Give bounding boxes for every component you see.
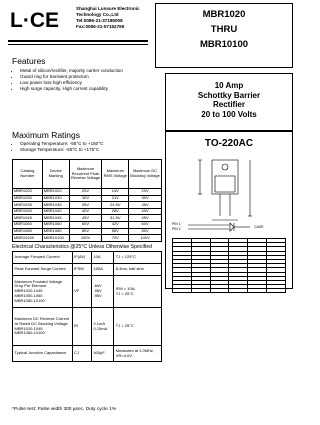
- value-cell: 400pF: [91, 346, 113, 362]
- cell: MBR1045: [13, 215, 43, 222]
- company-name-2: Technology Co.,Ltd: [76, 12, 119, 17]
- elec-title: Electrical Characteristics @25°C Unless Otherwise Specified: [12, 244, 152, 250]
- cell: MBR1040: [13, 208, 43, 215]
- dimension-table: [172, 238, 286, 293]
- value-cell: 0.1mA 0.15mA: [91, 308, 113, 346]
- feature-item: • Metal of silicon/rectifier, majority carrier conduction: [20, 68, 170, 74]
- cell: MBR1030: [42, 195, 69, 202]
- description-box: [165, 73, 293, 131]
- table-row: [13, 195, 162, 202]
- package-box: [165, 131, 293, 289]
- cell: MBR1020: [42, 189, 69, 196]
- param-cell: Maximum DC Reverse Current At Rated DC Blocking Voltage MBR1020-1045 MBR1060-10100: [13, 308, 73, 346]
- cell: MBR10100: [42, 235, 69, 242]
- table-row: [13, 346, 162, 362]
- cell: MBR1035: [13, 202, 43, 209]
- col-header: Device Marking: [42, 160, 69, 189]
- col-header: Maximum DC Blocking Voltage: [129, 160, 162, 189]
- case-label: CASE: [254, 225, 264, 229]
- symbol-cell: IF(AV): [72, 252, 91, 264]
- cell: 60V: [69, 221, 102, 228]
- mounting-hole-shape: [222, 164, 228, 170]
- logo-text: L·CE: [10, 9, 59, 32]
- param-cell: Maximum Forward Voltage Drop Per Element MBR1020-1045 MBR1050-1060 MBR1080-10100: [13, 276, 73, 308]
- cell: MBR1045: [42, 215, 69, 222]
- footnote: *Pulse test: Pulse width 300 µsec, Duty cycle 1%: [12, 407, 117, 412]
- cell: 100V: [69, 235, 102, 242]
- cell: 40V: [69, 208, 102, 215]
- condition-cell: TJ = 25°C: [114, 308, 162, 346]
- condition-cell: TJ = 125°C: [114, 252, 162, 264]
- cell: 56V: [102, 228, 129, 235]
- features-title: Features: [12, 56, 46, 66]
- company-tel: Tel:0086-21-37185008: [76, 18, 123, 23]
- cell: MBR1030: [13, 195, 43, 202]
- rating-item: • Storage Temperature: -55°C to +175°C: [20, 147, 170, 153]
- table-row: [13, 308, 162, 346]
- cell: 45V: [69, 215, 102, 222]
- param-cell: Average Forward Current: [13, 252, 73, 264]
- desc-line: Rectifier: [212, 100, 245, 109]
- part-number-line1: MBR1020: [202, 9, 246, 20]
- pin2-label: PIN 2: [172, 227, 181, 231]
- header-divider: [8, 40, 148, 42]
- col-header: Maximum RMS Voltage: [102, 160, 129, 189]
- cell: MBR1080: [13, 228, 43, 235]
- feature-item: • High surge capacity, High current capability: [20, 86, 170, 92]
- cell: MBR1020: [13, 189, 43, 196]
- condition-cell: IFM = 10A; TJ = 25°C: [114, 276, 162, 308]
- cell: 30V: [69, 195, 102, 202]
- cell: 80V: [129, 228, 162, 235]
- col-header: Maximum Recurrent Peak Reverse Voltage: [69, 160, 102, 189]
- rating-item: • Operating Temperature: -55°C to +150°C: [20, 141, 170, 147]
- cell: MBR1060: [13, 221, 43, 228]
- feature-item: • Guard ring for transient protection: [20, 74, 170, 80]
- cell: 42V: [102, 221, 129, 228]
- part-number-line3: MBR10100: [199, 39, 249, 50]
- cell: MBR1035: [42, 202, 69, 209]
- cell: 80V: [69, 228, 102, 235]
- table-header-row: [13, 160, 162, 189]
- table-row: [13, 235, 162, 242]
- symbol-cell: IR: [72, 308, 91, 346]
- cell: 40V: [129, 208, 162, 215]
- cell: MBR1080: [42, 228, 69, 235]
- pin1-label: PIN 1: [172, 222, 181, 226]
- cell: 21V: [102, 195, 129, 202]
- cell: MBR1060: [42, 221, 69, 228]
- cell: 14V: [102, 189, 129, 196]
- cell: 45V: [129, 215, 162, 222]
- company-logo: [10, 7, 68, 33]
- company-name: Shanghai Lunsure Electronic: [76, 6, 140, 11]
- value-cell: .84V .95V .95V: [91, 276, 113, 308]
- cell: 20V: [69, 189, 102, 196]
- desc-line: 20 to 100 Volts: [201, 109, 257, 119]
- cell: 70V: [102, 235, 129, 242]
- cell: MBR1040: [42, 208, 69, 215]
- symbol-cell: VF: [72, 276, 91, 308]
- value-cell: 150A: [91, 264, 113, 276]
- value-cell: 10A: [91, 252, 113, 264]
- cell: 24.5V: [102, 202, 129, 209]
- desc-line: 10 Amp: [214, 81, 244, 90]
- company-info: [76, 6, 156, 30]
- col-header: Catalog Number: [13, 160, 43, 189]
- param-cell: Typical Junction Capacitance: [13, 346, 73, 362]
- cell: 20V: [129, 189, 162, 196]
- max-ratings-table: [12, 159, 162, 242]
- company-fax: Fax:0086-21-57152769: [76, 24, 125, 29]
- features-list: [12, 68, 170, 92]
- cell: 100V: [129, 235, 162, 242]
- condition-cell: Measured at 1.0MHz, VR=4.0V: [114, 346, 162, 362]
- table-row: [13, 252, 162, 264]
- symbol-cell: CJ: [72, 346, 91, 362]
- package-die-shape: [215, 176, 235, 192]
- table-row: [13, 264, 162, 276]
- part-number-box: [155, 3, 293, 68]
- condition-cell: 8.3ms, half sine: [114, 264, 162, 276]
- feature-item: • Low power loss high efficiency: [20, 80, 170, 86]
- header-divider-thin: [8, 44, 148, 45]
- cell: 35V: [69, 202, 102, 209]
- electrical-table: [12, 251, 162, 362]
- max-ratings-list: [12, 141, 170, 153]
- cell: 28V: [102, 208, 129, 215]
- cell: 30V: [129, 195, 162, 202]
- table-row: [13, 208, 162, 215]
- table-row: [13, 228, 162, 235]
- max-ratings-title: Maximum Ratings: [12, 130, 81, 140]
- package-title: TO-220AC: [204, 138, 254, 149]
- desc-line: Schottky Barrier: [197, 90, 261, 100]
- symbol-cell: IFSM: [72, 264, 91, 276]
- cell: 60V: [129, 221, 162, 228]
- param-cell: Peak Forward Surge Current: [13, 264, 73, 276]
- part-number-line2: THRU: [210, 24, 238, 35]
- cell: 31.5V: [102, 215, 129, 222]
- cell: 35V: [129, 202, 162, 209]
- table-row: [13, 276, 162, 308]
- package-body-shape: [212, 160, 238, 194]
- cell: MBR10100: [13, 235, 43, 242]
